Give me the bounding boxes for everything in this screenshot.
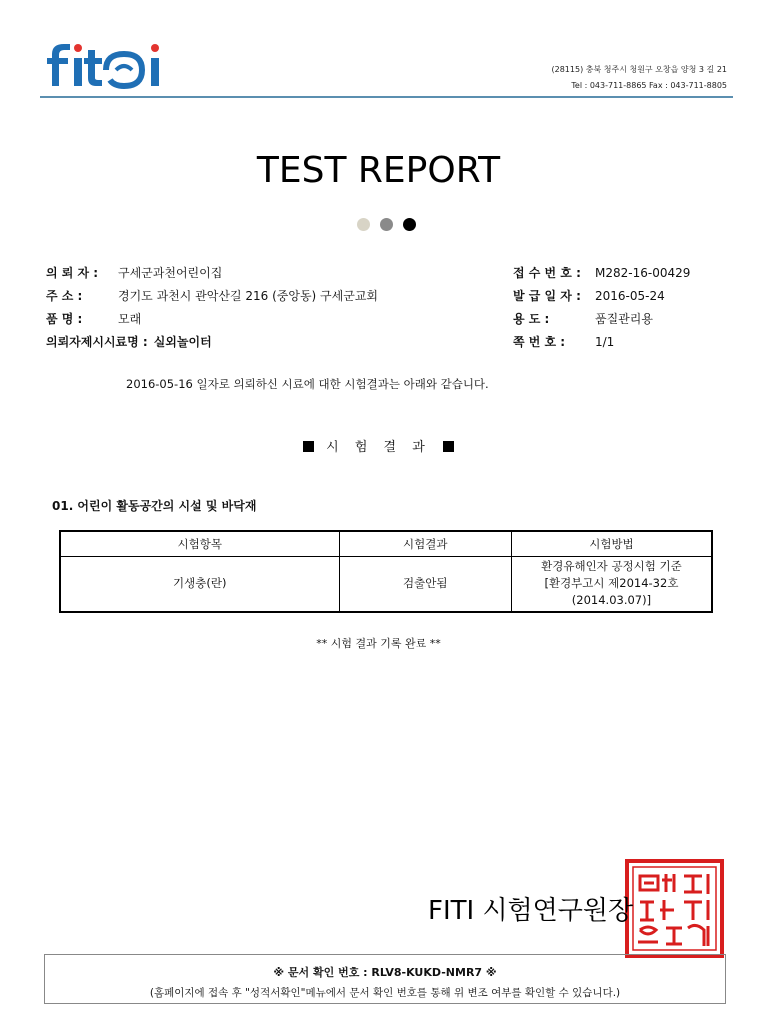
signer-name: FITI 시험연구원장 — [428, 896, 634, 926]
table-header-row — [60, 531, 712, 556]
test-result-cell: 검출안됨 — [339, 556, 511, 612]
info-row-purpose — [513, 308, 690, 331]
verification-note: (홈페이지에 접속 후 "성적서확인"메뉴에서 문서 확인 번호를 통해 위 변조 여부를 확인할 수 있습니다.) — [149, 987, 621, 999]
info-label: 품 명 : — [46, 312, 83, 326]
test-category-heading: 01. 어린이 활동공간의 시설 및 바닥재 — [52, 499, 257, 513]
dot-gray — [380, 218, 393, 231]
method-line: (2014.03.07)] — [571, 593, 652, 608]
dot-black — [403, 218, 416, 231]
info-row-product — [46, 308, 378, 331]
official-seal — [624, 858, 725, 959]
info-label: 접 수 번 호 : — [513, 266, 581, 280]
info-value: 모래 — [118, 312, 142, 326]
header-address-block — [552, 62, 728, 94]
info-value: 2016-05-24 — [595, 289, 665, 303]
contact-line: Tel : 043-711-8865 Fax : 043-711-8805 — [571, 81, 727, 90]
square-bullet-icon — [443, 441, 454, 452]
info-value: 1/1 — [595, 335, 615, 349]
method-line: [환경부고시 제2014-32호 — [544, 576, 679, 591]
column-header: 시험결과 — [339, 531, 511, 556]
section-title-text: 시 험 결 과 — [326, 440, 431, 455]
info-label: 의뢰자제시시료명 : — [46, 335, 148, 349]
document-number-line: ※ 문서 확인 번호 : RLV8-KUKD-NMR7 ※ — [273, 966, 497, 979]
title-dots — [357, 218, 416, 231]
info-row-requester — [46, 262, 378, 285]
info-label: 발 급 일 자 : — [513, 289, 581, 303]
info-label: 쪽 번 호 : — [513, 335, 566, 349]
fiti-logo — [44, 40, 170, 90]
info-value: 실외놀이터 — [153, 335, 212, 349]
test-method-cell — [511, 556, 712, 612]
address-line: (28115) 충북 청주시 청원구 오창읍 양청 3 길 21 — [551, 65, 727, 74]
info-label: 주 소 : — [46, 289, 83, 303]
square-bullet-icon — [303, 441, 314, 452]
info-value: 경기도 과천시 관악산길 216 (중앙동) 구세군교회 — [118, 289, 378, 303]
results-table — [59, 530, 713, 613]
info-label: 용 도 : — [513, 312, 550, 326]
report-meta — [513, 262, 690, 354]
info-row-page-number — [513, 331, 690, 354]
column-header: 시험항목 — [60, 531, 339, 556]
method-line: 환경유해인자 공정시험 기준 — [541, 559, 682, 574]
info-label: 의 뢰 자 : — [46, 266, 99, 280]
info-value: M282-16-00429 — [595, 266, 691, 280]
report-title: TEST REPORT — [256, 150, 501, 191]
info-row-receipt-number — [513, 262, 690, 285]
table-row — [60, 556, 712, 612]
info-row-sample-name — [46, 331, 378, 354]
dot-light — [357, 218, 370, 231]
info-value: 구세군과천어린이집 — [118, 266, 223, 280]
document-verification-box — [44, 954, 726, 1004]
info-row-issue-date — [513, 285, 690, 308]
intro-sentence: 2016-05-16 일자로 의뢰하신 시료에 대한 시험결과는 아래와 같습니다. — [126, 377, 489, 391]
column-header: 시험방법 — [511, 531, 712, 556]
info-value: 품질관리용 — [595, 312, 653, 326]
info-row-address — [46, 285, 378, 308]
test-item-cell: 기생충(란) — [60, 556, 339, 612]
section-title — [0, 436, 757, 455]
requester-info — [46, 262, 378, 354]
header-divider — [40, 96, 733, 98]
completion-note: ** 시험 결과 기록 완료 ** — [316, 637, 441, 650]
